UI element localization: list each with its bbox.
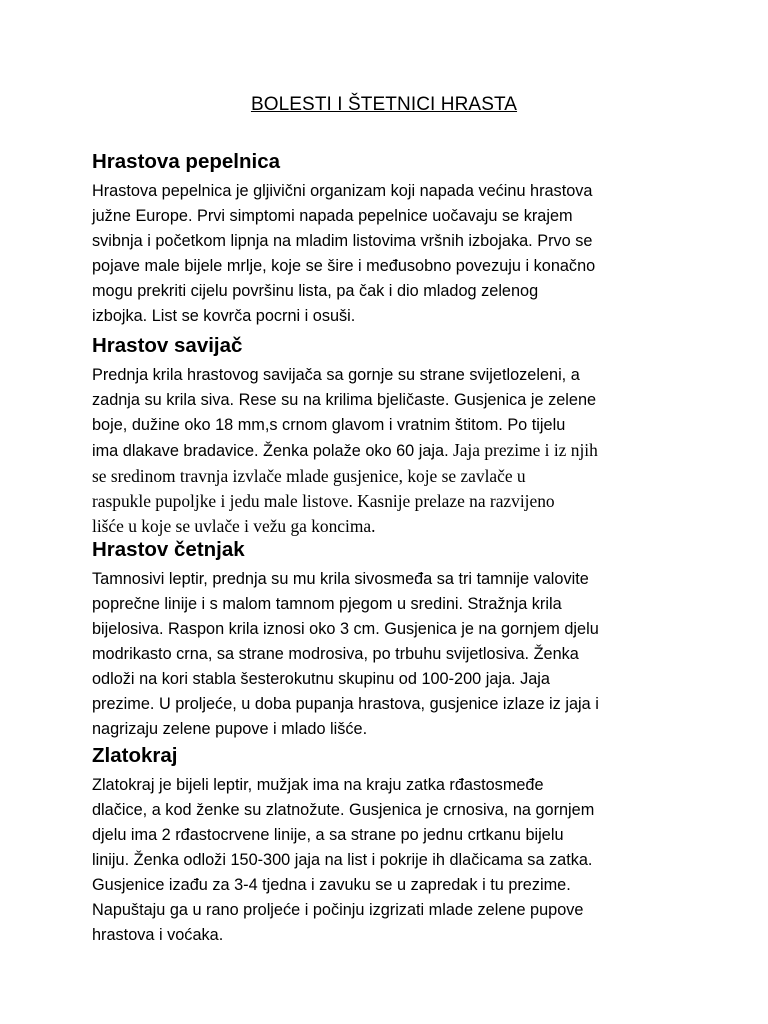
paragraph-line: poprečne linije i s malom tamnom pjegom u sredini. Stražnja krila (92, 595, 562, 613)
paragraph-line: prezime. U proljeće, u doba pupanja hrastova, gusjenice izlaze iz jaja i (92, 695, 599, 713)
section-heading: Hrastova pepelnica (92, 150, 280, 173)
section-heading: Zlatokraj (92, 744, 178, 767)
paragraph-line: Prednja krila hrastovog savijača sa gornje su strane svijetlozeleni, a (92, 366, 580, 384)
paragraph-line: modrikasto crna, sa strane modrosiva, po trbuhu svijetlosiva. Ženka (92, 645, 579, 663)
paragraph-line: pojave male bijele mrlje, koje se šire i međusobno povezuju i konačno (92, 257, 596, 275)
paragraph-line: južne Europe. Prvi simptomi napada pepelnice uočavaju se krajem (92, 207, 573, 225)
paragraph-line: zadnja su krila siva. Rese su na krilima bjeličaste. Gusjenica je zelene (92, 391, 597, 409)
paragraph-line: dlačice, a kod ženke su zlatnožute. Gusjenica je crnosiva, na gornjem (92, 801, 595, 819)
paragraph-line: djelu ima 2 rđastocrvene linije, a sa strane po jednu crtkanu bijelu (92, 826, 564, 844)
paragraph-line: Zlatokraj je bijeli leptir, mužjak ima na kraju zatka rđastosmeđe (92, 776, 544, 794)
paragraph-line: Napuštaju ga u rano proljeće i počinju izgrizati mlade zelene pupove (92, 901, 584, 919)
section-hrastova-pepelnica (92, 149, 692, 329)
document-title: BOLESTI I ŠTETNICI HRASTA (250, 94, 518, 115)
paragraph-line: svibnja i početkom lipnja na mladim listovima vršnih izbojaka. Prvo se (92, 232, 593, 250)
paragraph-line: Tamnosivi leptir, prednja su mu krila sivosmeđa sa tri tamnije valovite (92, 570, 589, 588)
section-heading: Hrastov četnjak (92, 538, 245, 561)
paragraph-line: bijelosiva. Raspon krila iznosi oko 3 cm. Gusjenica je na gornjem djelu (92, 620, 599, 638)
section-paragraph (92, 773, 692, 948)
section-zlatokraj (92, 743, 692, 948)
section-hrastov-savijac (92, 333, 692, 539)
paragraph-line: hrastova i voćaka. (92, 926, 224, 944)
paragraph-line: izbojka. List se kovrča pocrni i osuši. (92, 307, 356, 325)
serif-fragment: Jaja prezime i iz njih (448, 440, 598, 460)
section-paragraph (92, 567, 692, 742)
paragraph-line-serif: se sredinom travnja izvlače mlade gusjenice, koje se zavlače u (92, 466, 526, 486)
section-hrastov-cetnjak (92, 537, 692, 742)
paragraph-line-serif: raspukle pupoljke i jedu male listove. Kasnije prelaze na razvijeno (92, 491, 555, 511)
paragraph-line: Hrastova pepelnica je gljivični organizam koji napada većinu hrastova (92, 182, 593, 200)
paragraph-line-mixed (92, 438, 692, 464)
paragraph-line: Gusjenice izađu za 3-4 tjedna i zavuku se u zapredak i tu prezime. (92, 876, 571, 894)
paragraph-line: liniju. Ženka odloži 150-300 jaja na list i pokrije ih dlačicama sa zatka. (92, 851, 593, 869)
sans-fragment: ima dlakave bradavice. Ženka polaže oko 60 jaja. (92, 442, 449, 460)
paragraph-line: nagrizaju zelene pupove i mlado lišće. (92, 720, 368, 738)
section-paragraph (92, 363, 692, 539)
section-heading: Hrastov savijač (92, 334, 243, 357)
paragraph-line: odloži na kori stabla šesterokutnu skupinu od 100-200 jaja. Jaja (92, 670, 550, 688)
paragraph-line: mogu prekriti cijelu površinu lista, pa čak i dio mladog zelenog (92, 282, 539, 300)
section-paragraph (92, 179, 692, 329)
paragraph-line-serif: lišće u koje se uvlače i vežu ga koncima. (92, 516, 376, 536)
paragraph-line: boje, dužine oko 18 mm,s crnom glavom i vratnim štitom. Po tijelu (92, 416, 566, 434)
